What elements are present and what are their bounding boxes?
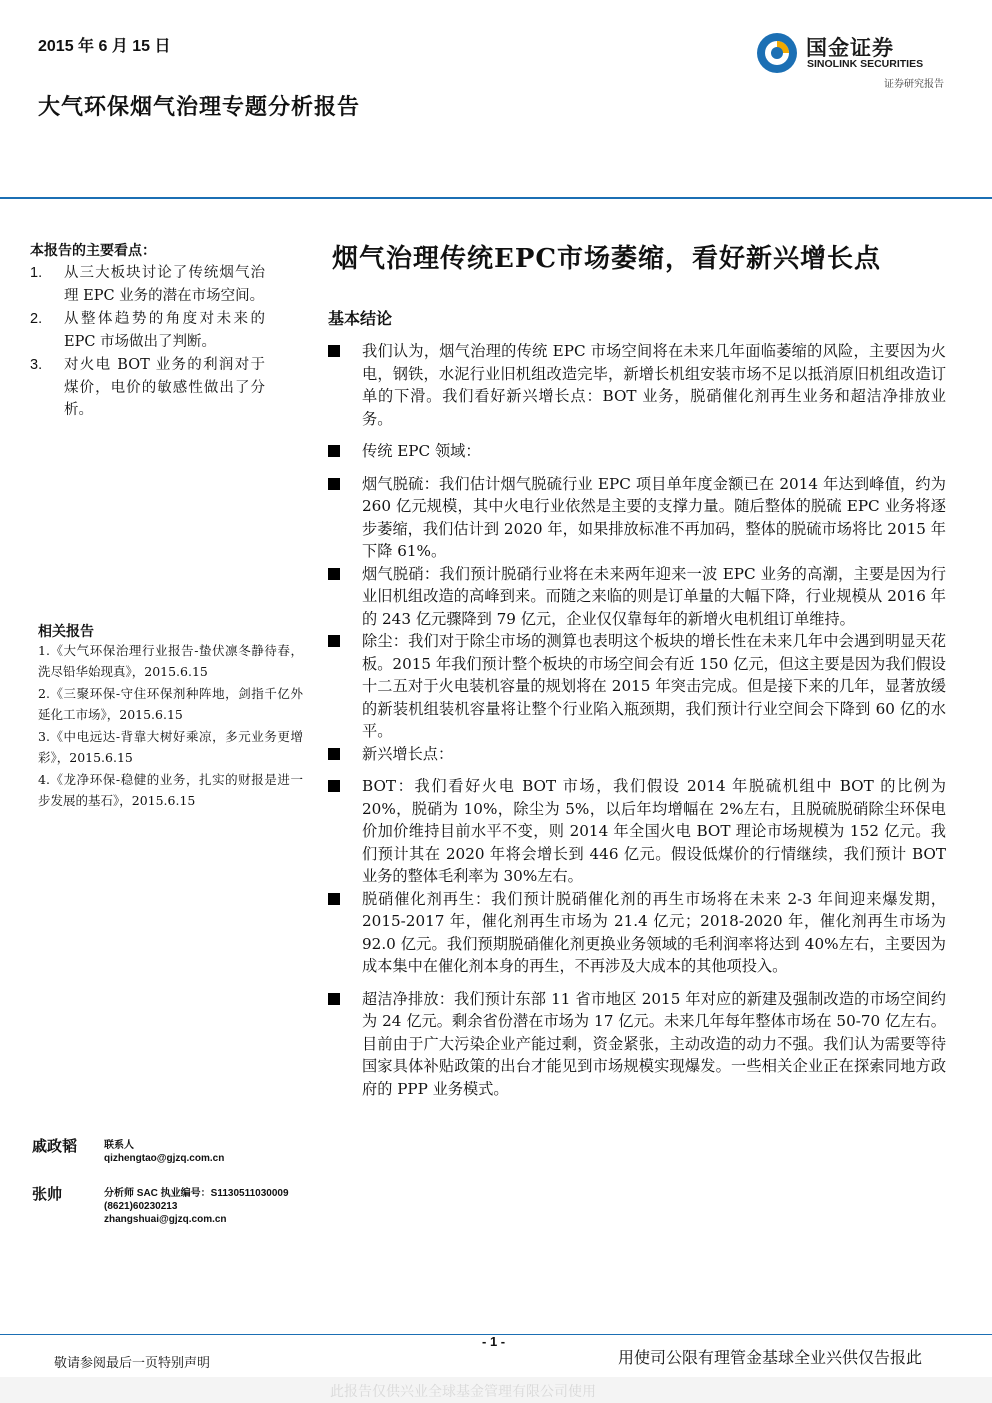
conclusion-text: 烟气脱硫：我们估计烟气脱硫行业 EPC 项目单年度金额已在 2014 年达到峰值，约为 260 亿元规模，其中火电行业依然是主要的支撑力量。随后整体的脱硫 EPC 业务将逐步萎缩，我们估计到 2020 年，如果排放标准不再加码，整体的脱硫市场将比 2015 年下降 61%。 <box>362 474 946 560</box>
conclusion-text: 除尘：我们对于除尘市场的测算也表明这个板块的增长性在未来几年中会遇到明显天花板。2015 年我们预计整个板块的市场空间会有近 150 亿元，但这主要是因为我们假设十二五对于火电装机容量的规划将在 2015 年突击完成。但是接下来的几年，显著放缓的新装机组装机容量将让整个行业陷入瓶颈期，我们预计行业空间会下降到 60 亿的水平。 <box>362 632 946 740</box>
related-report-link[interactable]: 2.《三聚环保-守住环保剂种阵地，剑指千亿外延化工市场》，2015.6.15 <box>38 686 303 722</box>
footer-disclaimer: 敬请参阅最后一页特别声明 <box>54 1356 211 1371</box>
highlights-title: 本报告的主要看点： <box>30 243 156 259</box>
conclusion-text: 脱硝催化剂再生：我们预计脱硝催化剂的再生市场将在未来 2-3 年间迎来爆发期，2015-2017 年，催化剂再生市场为 21.4 亿元；2018-2020 年，催化剂再生市场为 92.0 亿元。我们预期脱硝催化剂更换业务领域的毛利润率将达到 40%左右，主要因为成本集中在催化剂本身的再生，不再涉及大成本的其他项投入。 <box>362 889 946 975</box>
analyst-email[interactable]: zhangshuai@gjzq.com.cn <box>104 1214 227 1225</box>
highlight-item <box>30 308 265 353</box>
header-divider <box>0 197 992 199</box>
report-date: 2015 年 6 月 15 日 <box>38 38 171 55</box>
company-logo <box>756 30 946 90</box>
logo-name-en: SINOLINK SECURITIES <box>807 58 924 70</box>
highlight-number: 2. <box>30 311 43 327</box>
conclusion-item <box>328 340 946 430</box>
conclusion-text: 烟气脱硝：我们预计脱硝行业将在未来两年迎来一波 EPC 业务的高潮，主要是因为行业旧机组改造的高峰到来。而随之来临的则是订单量的大幅下降，行业规模从 2016 年的 243 亿元骤降到 79 亿元，企业仅仅靠每年的新增火电机组订单维持。 <box>362 564 946 628</box>
related-reports-list <box>38 641 303 813</box>
conclusion-item <box>328 743 946 766</box>
bullet-square-icon <box>328 748 340 760</box>
conclusion-item <box>328 630 946 743</box>
bullet-square-icon <box>328 993 340 1005</box>
bullet-square-icon <box>328 478 340 490</box>
conclusion-text: 新兴增长点： <box>362 744 454 763</box>
bullet-square-icon <box>328 345 340 357</box>
analyst-name: 张帅 <box>32 1185 63 1203</box>
conclusion-item <box>328 440 946 463</box>
bullet-square-icon <box>328 780 340 792</box>
conclusion-item <box>328 563 946 631</box>
analyst-email[interactable]: qizhengtao@gjzq.com.cn <box>104 1153 225 1164</box>
highlight-item <box>30 354 265 422</box>
conclusion-text: BOT：我们看好火电 BOT 市场，我们假设 2014 年脱硫机组中 BOT 的比例为 20%，脱硝为 10%，除尘为 5%，以后年均增幅在 2%左右，且脱硫脱硝除尘环保电价加价维持目前水平不变，则 2014 年全国火电 BOT 理论市场规模为 152 亿元。我们预计其在 2020 年将会增长到 446 亿元。假设低煤价的行情继续，我们预计 BOT 业务的整体毛利率为 30%左右。 <box>362 777 946 885</box>
conclusion-list <box>328 340 946 1100</box>
highlight-text: 对火电 BOT 业务的利润对于煤价，电价的敏感性做出了分析。 <box>64 357 265 418</box>
related-report-link[interactable]: 1.《大气环保治理行业报告-蛰伏凛冬静待春，洗尽铅华始现真》，2015.6.15 <box>38 643 303 679</box>
analyst-info <box>104 1139 224 1165</box>
analyst-phone: (8621)60230213 <box>104 1201 178 1212</box>
conclusion-item <box>328 775 946 888</box>
analyst-info <box>104 1187 289 1226</box>
conclusion-item <box>328 988 946 1101</box>
bullet-square-icon <box>328 445 340 457</box>
highlight-number: 1. <box>30 265 43 281</box>
footer-right-text: 用使司公限有理管金基球全业兴供仅告报此 <box>618 1348 923 1367</box>
conclusion-text: 我们认为，烟气治理的传统 EPC 市场空间将在未来几年面临萎缩的风险，主要因为火电，钢铁，水泥行业旧机组改造完毕，新增长机组安装市场不足以抵消原旧机组改造订单的下滑。我们看好新兴增长点：BOT 业务，脱硝催化剂再生业务和超洁净排放业务。 <box>362 342 946 428</box>
highlight-number: 3. <box>30 357 43 373</box>
sinolink-logo-icon <box>756 32 798 74</box>
highlight-text: 从三大板块讨论了传统烟气治理 EPC 业务的潜在市场空间。 <box>64 265 265 304</box>
watermark-text: 此报告仅供兴业全球基金管理有限公司使用 <box>330 1384 596 1400</box>
bullet-square-icon <box>328 568 340 580</box>
analyst-role: 分析师 SAC 执业编号：S1130511030009 <box>104 1188 289 1199</box>
related-report-link[interactable]: 4.《龙净环保-稳健的业务，扎实的财报是进一步发展的基石》，2015.6.15 <box>38 772 303 808</box>
page-number: - 1 - <box>482 1334 506 1349</box>
watermark-band <box>0 1377 992 1403</box>
highlight-text: 从整体趋势的角度对未来的 EPC 市场做出了判断。 <box>64 311 265 350</box>
related-report-link[interactable]: 3.《中电远达-背靠大树好乘凉，多元业务更增彩》，2015.6.15 <box>38 729 303 765</box>
bullet-square-icon <box>328 893 340 905</box>
report-headline: 烟气治理传统EPC市场萎缩，看好新兴增长点 <box>332 244 882 274</box>
report-type-title: 大气环保烟气治理专题分析报告 <box>38 94 361 120</box>
highlights-list <box>30 262 265 423</box>
highlight-item <box>30 262 265 307</box>
analyst-role: 联系人 <box>104 1140 134 1151</box>
analyst-name: 戚政韬 <box>32 1137 78 1155</box>
logo-name-cn: 国金证券 <box>806 36 894 60</box>
conclusion-text: 传统 EPC 领域： <box>362 442 481 460</box>
conclusion-item <box>328 473 946 563</box>
section-title: 基本结论 <box>328 309 393 328</box>
bullet-square-icon <box>328 635 340 647</box>
conclusion-item <box>328 888 946 978</box>
conclusion-text: 超洁净排放：我们预计东部 11 省市地区 2015 年对应的新建及强制改造的市场空间约为 24 亿元。剩余省份潜在市场为 17 亿元。未来几年每年整体市场在 50-70 亿左右。目前由于广大污染企业产能过剩，资金紧张，主动改造的动力不强。我们认为需要等待国家具体补贴政策的出台才能见到市场规模实现爆发。一些相关企业正在探索同地方政府的 PPP 业务模式。 <box>362 989 946 1098</box>
related-reports-title: 相关报告 <box>38 624 94 640</box>
logo-subtitle: 证券研究报告 <box>884 79 944 90</box>
